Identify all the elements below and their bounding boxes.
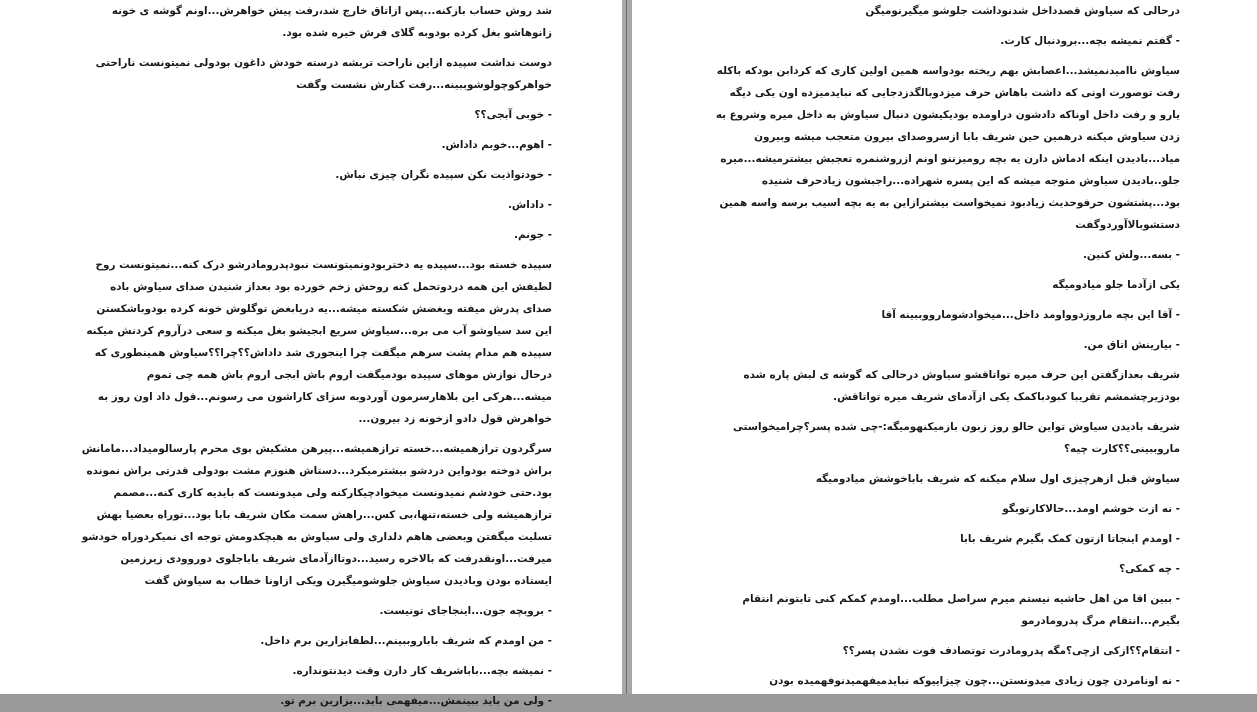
dialogue-line: - نه ازت خوشم اومد...حالاکارتوبگو [1002, 503, 1180, 515]
paragraph: سرگردون ترازهمیشه...خسته ترازهمیشه...پیرهن مشکیش بوی محرم پارسالومیداد...مامانش براش دوخته بودواین دردشو بیشترمیکرد...دستاش هنوزم مشت بودولی قدرتی براش نمونده بود.حتی خودشم نمیدونست میخوادچیکارکنه ولی میدونست که بایدیه کاری کنه...مصمم ترازهمیشه ولی خسته،تنها،بی کس...راهش سمت مکان شریف بابا بود...توراه بعضیا بهش تسلیت میگفتن وبعضی هاهم دلداری ولی سیاوش به هیچکدومش توجه ای نمیکردوراه خودشو میرفت...اونقدرفت که بالاخره رسید...دوتاازآدمای شریف باباجلوی دوروودی زیرزمین ایستاده بودن وبادیدن سیاوش جلوشومیگیرن ویکی ازاونا خطاب به سیاوش گفت [81, 443, 552, 587]
paragraph: سیاوش قبل ازهرچیزی اول سلام میکنه که شریف باباخوشش میادومیگه [815, 473, 1180, 485]
paragraph: شد روش حساب بازکنه...پس ازاتاق خارج شد،رفت پیش خواهرش...اونم گوشه ی خونه زانوهاشو بغل کرده بودوبه گلای فرش خیره شده بود. [111, 5, 552, 39]
dialogue-line: - چه کمکی؟ [1119, 563, 1180, 575]
dialogue-line: - نه اونامردن چون زیادی میدونستن...چون چیزاییوکه نبایدمیفهمیدنوفهمیده بودن [769, 675, 1180, 687]
page-left [0, 0, 622, 707]
paragraph: سپیده خسته بود...سپیده یه دختربودونمیتونست نبودپدرومادرشو درک کنه...نمیتونست روح لطیفش این همه دردوتحمل کنه روحش زخم خورده بود بعداز شنیدن صدای سیاوش باده صدای پدرش میفته وبغضش شکسته میشه...یه دریابغض توگلوش خونه کرده بودوباشکستن این سد سیاوشو آب می بره...سیاوش سریع ابجیشو بغل میکنه و سعی درآروم کردنش میکنه سپیده هم مدام پشت سرهم میگفت چرا اینجوری شد داداش؟؟چرا؟؟سیاوش همینطوری که درحال نوازش موهای سپیده بودمیگفت اروم باش ابجی اروم باش همه چی تموم میشه...هرکی این بلاهارسرمون آوردوبه سزای کاراشون می رسونم...قول داد اون روز به خواهرش قول دادو ازخونه زد بیرون... [86, 259, 552, 425]
dialogue-line: - بیارینش اتاق من. [1083, 339, 1180, 351]
dialogue-line: - گفتم نمیشه بچه...برودنبال کارت. [1000, 35, 1180, 47]
paragraph: درحالی که سیاوش قصدداخل شدنوداشت جلوشو میگیرنومیگن [865, 5, 1180, 17]
paragraph: شریف بادیدن سیاوش تواین حالو روز زبون بازمیکنهومیگه:-چی شده پسر؟چرامیخواستی ماروببینی؟؟کارت چیه؟ [733, 421, 1180, 455]
page-gutter [622, 0, 632, 694]
dialogue-line: - بسه...ولش کنین. [1082, 249, 1180, 261]
paragraph: سیاوش ناامیدنمیشد...اعصابش بهم ریخته بودواسه همین اولین کاری که کردابن بودکه باکله رفت توصورت اونی که داشت باهاش حرف میزدوبالگدزدجایی که نبایدمیزده اون یکی دیگه یارو و رفت داخل اوناکه دادشون دراومده بودیکیشون دنبال سیاوش به داخل میره وشروع به زدن سیاوش میکنه درهمین حین شریف بابا ازسروصدای بیرون متعجب میشه وبیرون میاد...بادیدن اینکه ادماش دارن یه بچه رومیزننو اونم ازروشنمره تعجبش بیشترمیشه...میره جلو..بادیدن سیاوش متوجه میشه که این پسره شهراده...راجبشون زیادحرف شنیده بود...پشتشون حرفوحدیث زیادبود نمیخواست بیشترازاین به یه بچه اسیب برسه واسه همین دستشوبالاآوردوگفت [715, 65, 1180, 231]
dialogue-line: - داداش. [507, 199, 552, 211]
paragraph: شریف بعدازگفتن این حرف میره تواتاقشو سیاوش درحالی که گوشه ی لبش پاره شده بودزیرچشمشم تقریبا کبودباکمک یکی ازآدمای شریف میره تواتاقش. [743, 369, 1180, 403]
dialogue-line: - من اومدم که شریف باباروببینم...لطفابزارین برم داخل. [260, 635, 552, 647]
page-divider [626, 0, 627, 694]
paragraph: یکی ازآدما جلو میادومیگه [1052, 279, 1180, 291]
dialogue-line: - انتقام؟؟ازکی ازچی؟مگه پدرومادرت توتصادف فوت نشدن پسر؟؟ [842, 645, 1180, 657]
dialogue-line: - اومدم اینجاتا ازتون کمک بگیرم شریف بابا [960, 533, 1180, 545]
dialogue-line: - خوبی آبجی؟؟ [474, 109, 552, 121]
left-page-text [80, 0, 552, 712]
dialogue-line: - آقا این بچه ماروزدوواومد داخل...میخوادشومارووببینه آقا [881, 309, 1180, 321]
dialogue-line: - نمیشه بچه...باباشریف کار دارن وقت دیدنتونداره. [292, 665, 552, 677]
dialogue-line: - جونم. [514, 229, 552, 241]
paragraph: دوست نداشت سپیده ازاین ناراحت تربشه درسته خودش داغون بودولی نمیتونست ناراحتی خواهرکوچولوشوببینه...رفت کنارش نشست وگفت [95, 57, 552, 91]
dialogue-line: - خودتواذیت نکن سپیده نگران چیزی نباش. [335, 169, 552, 181]
page-right [632, 0, 1257, 694]
dialogue-line: - اهوم...خوبم داداش. [441, 139, 552, 151]
dialogue-line: - بروبچه جون...اینجاجای تونیست. [379, 605, 552, 617]
dialogue-line: - ببین اقا من اهل حاشیه نیستم میرم سراصل مطلب...اومدم کمکم کنی تابتونم انتقام بگیرم...انتقام مرگ پدرومادرمو [742, 593, 1180, 627]
right-page-text [714, 0, 1180, 692]
dialogue-line: - ولی من باید ببینمش...میفهمی باید...بزارین برم تو. [280, 695, 552, 707]
